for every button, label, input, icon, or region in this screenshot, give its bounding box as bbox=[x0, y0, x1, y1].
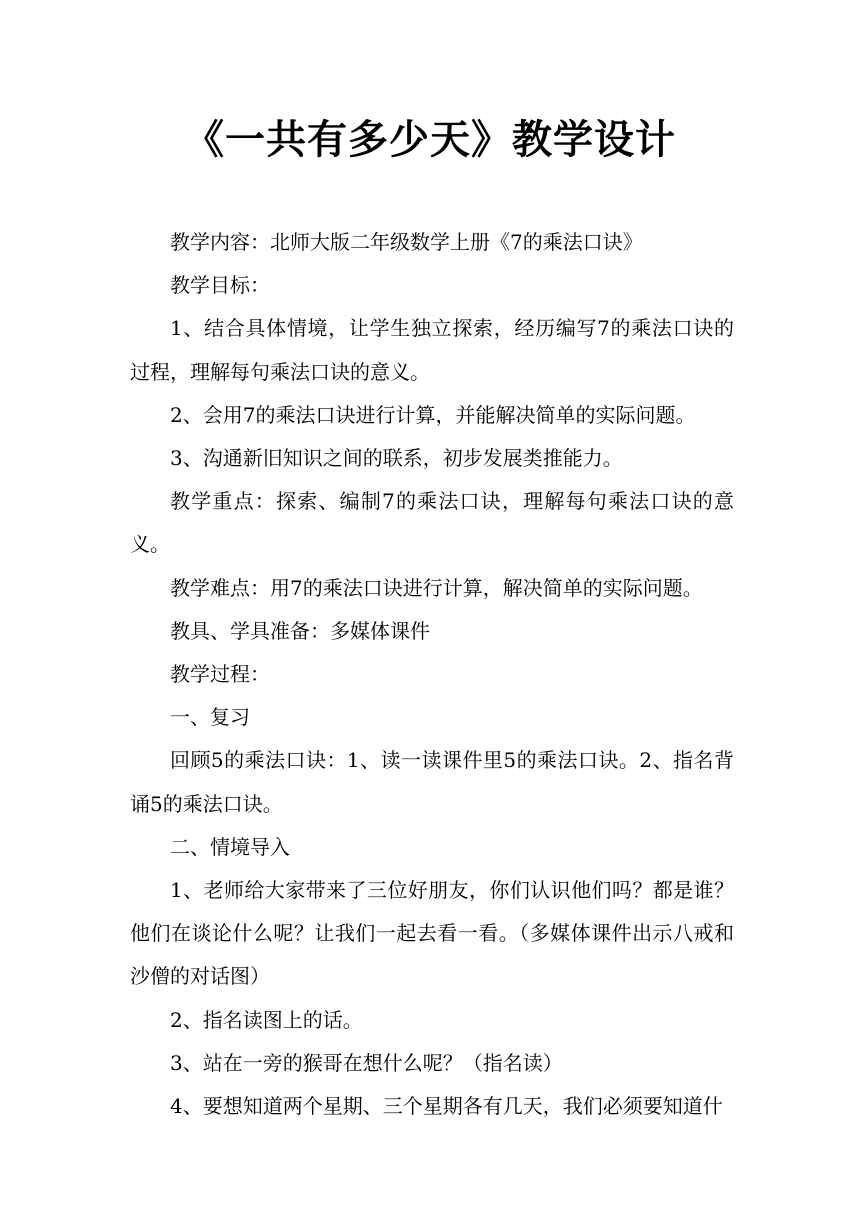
paragraph-intro-step-2: 2、指名读图上的话。 bbox=[170, 1007, 363, 1032]
document-body bbox=[130, 221, 734, 1128]
paragraph-intro-step-4: 4、要想知道两个星期、三个星期各有几天，我们必须要知道什 bbox=[170, 1094, 723, 1119]
paragraph-materials: 教具、学具准备：多媒体课件 bbox=[170, 618, 430, 643]
paragraph-teaching-content: 教学内容：北师大版二年级数学上册《7的乘法口诀》 bbox=[170, 230, 643, 254]
document-title: 《一共有多少天》教学设计 bbox=[184, 116, 676, 163]
paragraph-review-content: 回顾5的乘法口诀：1、读一读课件里5的乘法口诀。2、指名背诵5的乘法口诀。 bbox=[130, 748, 734, 816]
paragraph-objective-2: 2、会用7的乘法口诀进行计算，并能解决简单的实际问题。 bbox=[170, 402, 696, 427]
paragraph-objective-3: 3、沟通新旧知识之间的联系，初步发展类推能力。 bbox=[170, 446, 623, 471]
paragraph-intro-step-3: 3、站在一旁的猴哥在想什么呢？（指名读） bbox=[170, 1050, 563, 1075]
paragraph-section-intro: 二、情境导入 bbox=[170, 834, 290, 859]
paragraph-objective-1: 1、结合具体情境，让学生独立探索，经历编写7的乘法口诀的过程，理解每句乘法口诀的意义。 bbox=[130, 316, 734, 384]
paragraph-section-review: 一、复习 bbox=[170, 705, 250, 730]
paragraph-difficult-points: 教学难点：用7的乘法口诀进行计算，解决简单的实际问题。 bbox=[170, 575, 703, 600]
paragraph-teaching-objectives-heading: 教学目标： bbox=[170, 273, 270, 298]
paragraph-intro-step-1: 1、老师给大家带来了三位好朋友，你们认识他们吗？都是谁？他们在谈论什么呢？让我们一起去看一看。（多媒体课件出示八戒和沙僧的对话图） bbox=[130, 878, 734, 989]
paragraph-key-points: 教学重点：探索、编制7的乘法口诀，理解每句乘法口诀的意义。 bbox=[130, 489, 734, 557]
paragraph-process-heading: 教学过程： bbox=[170, 662, 270, 687]
